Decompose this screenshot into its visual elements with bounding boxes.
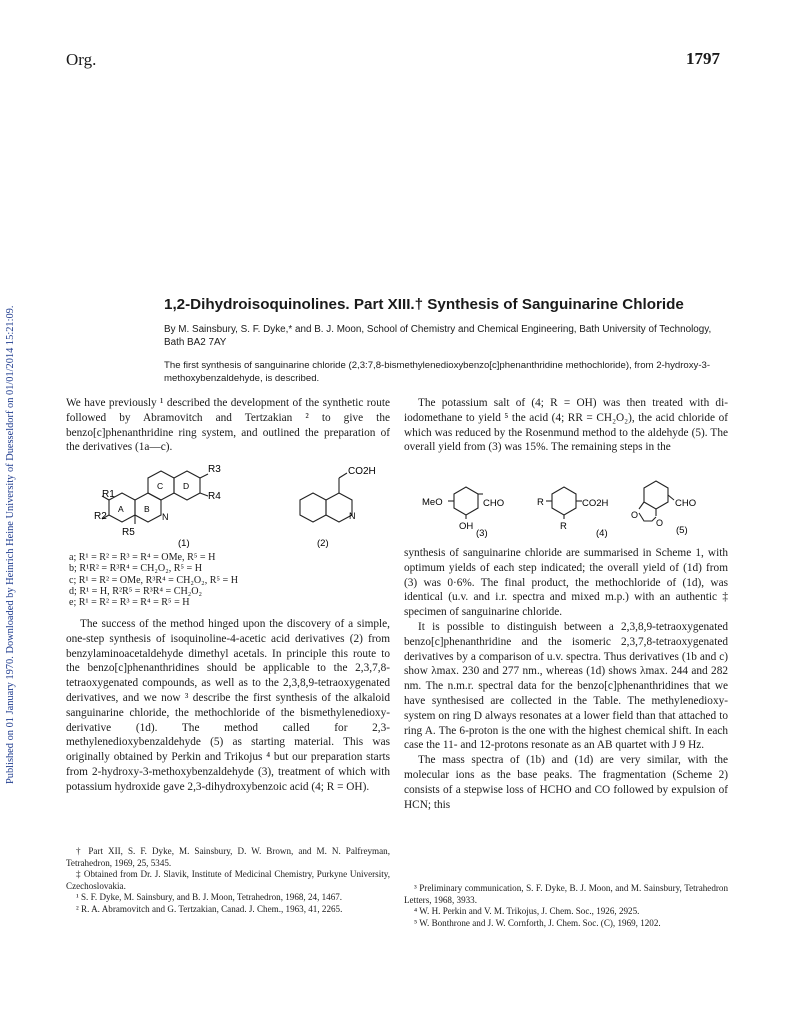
compound-2-label: (2) xyxy=(317,538,329,549)
right-paragraph-1 xyxy=(404,396,728,455)
compound-list-item: b; R¹R² = R³R⁴ = CH₂O₂, R⁵ = H xyxy=(69,563,203,575)
right-paragraphs xyxy=(404,546,728,812)
download-notice: Published on 01 January 1970. Downloaded by Heinrich Heine University of Duesseldorf on 01/01/2014 15:21:09. xyxy=(5,305,16,785)
label-r4: R4 xyxy=(208,491,221,502)
compound-4-label: (4) xyxy=(596,528,608,538)
compound-2-nitrogen: N xyxy=(349,511,356,521)
article-title: 1,2-Dihydroisoquinolines. Part XIII.† Synthesis of Sanguinarine Chloride xyxy=(164,296,684,313)
label-co2h-4: CO2H xyxy=(582,498,609,509)
compound-list-item: d; R¹ = H, R²R⁵ = R³R⁴ = CH₂O₂ xyxy=(69,585,203,597)
compound-5-label: (5) xyxy=(676,525,688,536)
journal-name: Org. xyxy=(66,50,97,69)
paragraph-3: The potassium salt of (4; R = OH) was then treated with di-iodomethane to yield ⁵ the acid (4; RR = CH₂O₂), the acid chloride of which was reduced by the Rosenmund method to the aldehyde (5). The overall yield from (3) was 15%. The remaining steps in the xyxy=(404,397,728,454)
label-o-1: O xyxy=(631,510,639,520)
footnotes-left xyxy=(66,846,390,915)
structures-3-4-5 xyxy=(404,476,728,538)
footnote: ¹ S. F. Dyke, M. Sainsbury, and B. J. Moon, Tetrahedron, 1968, 24, 1467. xyxy=(76,892,343,902)
label-o-2: O xyxy=(656,518,664,528)
label-cho-3: CHO xyxy=(483,498,505,509)
label-r-4a: R xyxy=(537,497,544,508)
paragraph-2: The success of the method hinged upon the discovery of a simple, one-step synthesis of isoquinoline-4-acetic acid derivatives (2) from benzylaminoacetaldehyde dimethyl acetals. In principle this route to the benzo[c]phenanthridines should be applicable to the 2,3,7,8-tetraoxygenated compounds, as well as to the 2,3,8,9-tetraoxygenated derivatives, and we now ³ describe the first synthesis of the alkaloid sanguinarine chloride, the methochloride of the bismethylenedioxy-derivative (1d). The method called for 2,3-methylenedioxybenzaldehyde (5) as starting material. This was originally obtained by Perkin and Trikojus ⁴ but our preparation starts from 2-hydroxy-3-methoxybenzaldehyde (3), treatment of which with potassium hydroxide gave 2,3-dihydroxybenzoic acid (4; R = OH). xyxy=(66,618,390,793)
footnote: ⁵ W. Bonthrone and J. W. Cornforth, J. Chem. Soc. (C), 1969, 1202. xyxy=(414,917,661,928)
label-r5: R5 xyxy=(122,527,135,538)
compound-list-item: c; R¹ = R² = OMe, R³R⁴ = CH₂O₂, R⁵ = H xyxy=(69,574,239,586)
paragraph-6: The mass spectra of (1b) and (1d) are very similar, with the molecular ions as the base peaks. The fragmentation (Scheme 2) consists of a stepwise loss of HCHO and CO followed by expulsion of HCN; this xyxy=(404,754,728,811)
main-paragraph-left xyxy=(66,617,390,795)
paragraph-4: synthesis of sanguinarine chloride are summarised in Scheme 1, with optimum yields of each step indicated; the overall yield of (1d) from (3) was 0·6%. The final product, the methochloride of (1d), was identical (u.v. and i.r. spectra and mixed m.p.) with an authentic ‡ specimen of sanguinarine chloride. xyxy=(404,547,728,619)
compound-list-item: a; R¹ = R² = R³ = R⁴ = OMe, R⁵ = H xyxy=(69,552,216,563)
label-r2: R2 xyxy=(94,511,107,522)
label-r3: R3 xyxy=(208,464,221,475)
label-r1: R1 xyxy=(102,489,115,500)
paragraph-1: We have previously ¹ described the development of the synthetic route followed by Abramovitch and Tertzakian ² to give the benzo[c]phenanthridine ring system, and outlined the preparation of the derivatives (1a—c). xyxy=(66,397,390,454)
label-oh: OH xyxy=(459,521,474,532)
label-co2h: CO2H xyxy=(348,466,376,477)
intro-paragraph xyxy=(66,396,390,455)
ring-label-a: A xyxy=(118,504,124,514)
ring-label-b: B xyxy=(144,504,150,514)
compound-list-item: e; R¹ = R² = R³ = R⁴ = R⁵ = H xyxy=(69,597,190,609)
ring-label-c: C xyxy=(157,481,164,491)
compound-list xyxy=(69,552,238,608)
label-cho-5: CHO xyxy=(675,498,697,509)
compound-3-label: (3) xyxy=(476,528,488,538)
ring-label-d: D xyxy=(183,481,190,491)
page-number: 1797 xyxy=(686,49,720,68)
paragraph-5: It is possible to distinguish between a 2,3,8,9-tetraoxygenated benzo[c]phenanthridine and the isomeric 2,3,7,8-tetraoxygenated derivatives by a comparison of u.v. spectra. Thus derivatives (1b and c) show λmax. 230 and 277 nm., whereas (1d) shows λmax. 244 and 282 nm. The n.m.r. spectral data for the benzo[c]phenanthridines that we have synthesised are collected in the Table. The methylenedioxy-system on ring D always resonates at a lower field than that attached to ring A. The 6-proton is the one with the highest chemical shift. In each case the 11- and 12-protons resonate as an AB quartet with J 9 Hz. xyxy=(404,620,728,752)
footnote: ⁴ W. H. Perkin and V. M. Trikojus, J. Chem. Soc., 1926, 2925. xyxy=(414,906,640,916)
ring-nitrogen: N xyxy=(162,512,169,522)
compound-1-label: (1) xyxy=(178,538,190,549)
label-meo: MeO xyxy=(422,497,443,508)
author-affiliation: By M. Sainsbury, S. F. Dyke,* and B. J. Moon, School of Chemistry and Chemical Engineering, Bath University of Technology, Bath BA2 7AY xyxy=(164,324,712,348)
structure-1-and-2 xyxy=(66,462,391,552)
footnote: ² R. A. Abramovitch and G. Tertzakian, Canad. J. Chem., 1963, 41, 2265. xyxy=(76,903,343,914)
footnote: ³ Preliminary communication, S. F. Dyke, B. J. Moon, and M. Sainsbury, Tetrahedron Letters, 1968, 3933. xyxy=(404,883,728,905)
label-r-4b: R xyxy=(560,521,567,532)
abstract: The first synthesis of sanguinarine chloride (2,3:7,8-bismethylenedioxybenzo[c]phenanthridine methochloride), from 2-hydroxy-3-methoxybenzaldehyde, is described. xyxy=(164,360,711,384)
footnote: ‡ Obtained from Dr. J. Slavik, Institute of Medicinal Chemistry, Purkyne University, Czechoslovakia. xyxy=(66,869,390,891)
footnotes-right xyxy=(404,883,728,929)
footnote: † Part XII, S. F. Dyke, M. Sainsbury, D. W. Brown, and M. N. Palfreyman, Tetrahedron, 1969, 25, 5345. xyxy=(66,846,390,868)
